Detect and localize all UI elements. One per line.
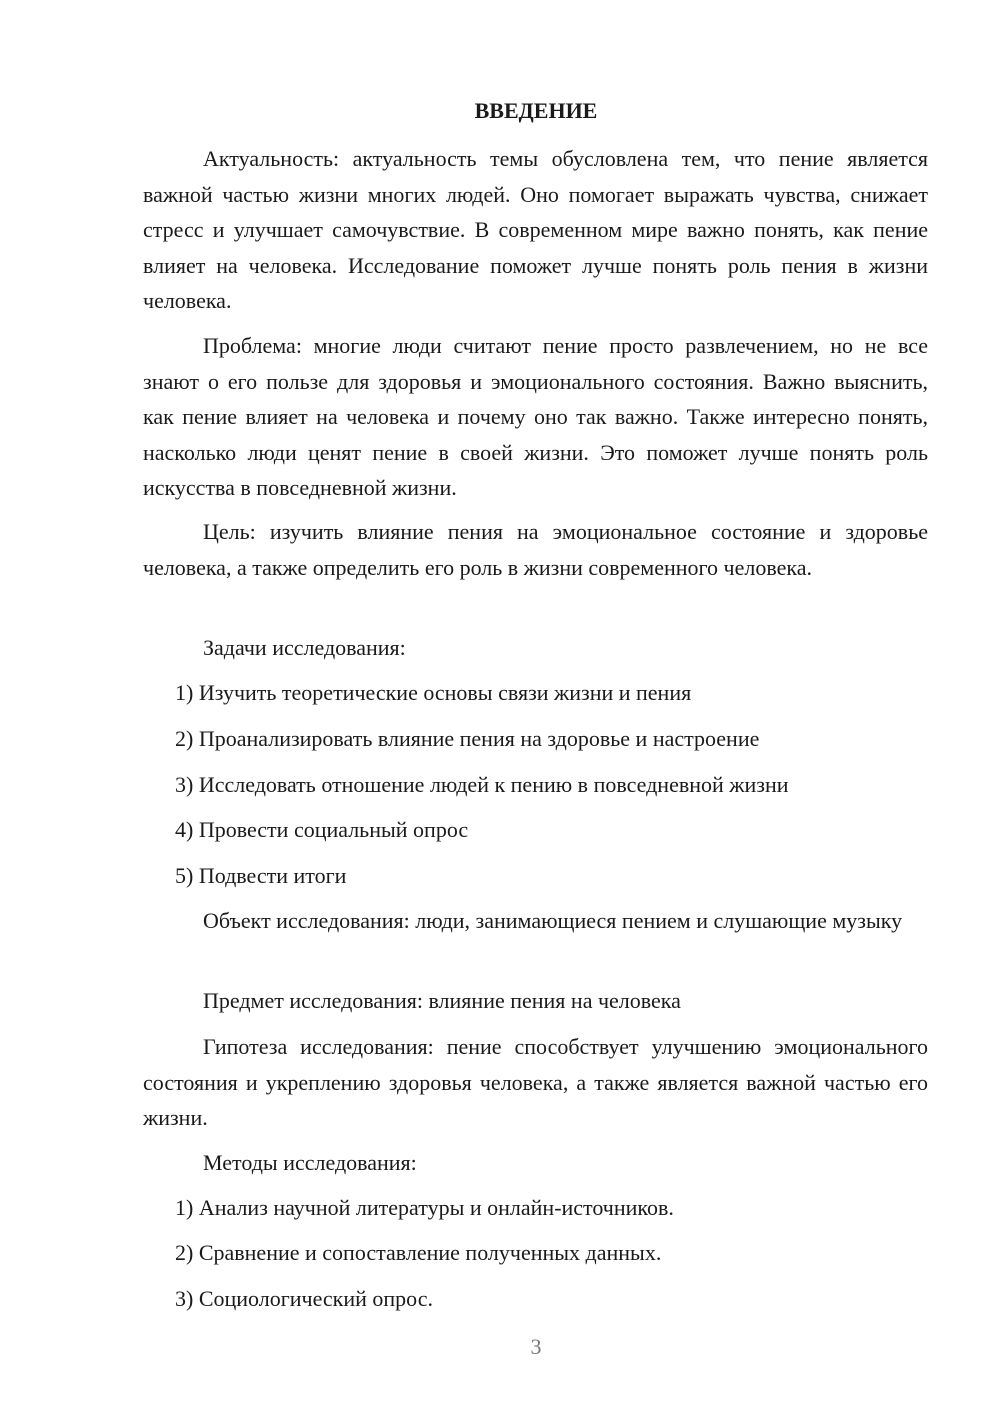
task-item: 2) Проанализировать влияние пения на здоровье и настроение	[175, 726, 760, 751]
task-item: 4) Провести социальный опрос	[175, 817, 469, 842]
paragraph-problem: Проблема: многие люди считают пение просто развлечением, но не все знают о его пользе для здоровья и эмоционального состояния. Важно выяснить, как пение влияет на человека и почему оно так важно. Также интересно понять, насколько люди ценят пение в своей жизни. Это поможет лучше понять роль искусства в повседневной жизни.	[143, 333, 928, 500]
paragraph-hypothesis: Гипотеза исследования: пение способствует улучшению эмоционального состояния и укреплению здоровья человека, а также является важной частью его жизни.	[143, 1034, 928, 1130]
paragraph-goal: Цель: изучить влияние пения на эмоциональное состояние и здоровье человека, а также определить его роль в жизни современного человека.	[143, 519, 928, 580]
tasks-heading: Задачи исследования:	[203, 635, 406, 660]
method-item: 3) Социологический опрос.	[175, 1286, 433, 1311]
paragraph-relevance: Актуальность: актуальность темы обусловлена тем, что пение является важной частью жизни многих людей. Оно помогает выражать чувства, снижает стресс и улучшает самочувствие. В современном мире важно понять, как пение влияет на человека. Исследование поможет лучше понять роль пения в жизни человека.	[143, 146, 928, 313]
task-item: 3) Исследовать отношение людей к пению в повседневной жизни	[175, 772, 789, 797]
page-title: ВВЕДЕНИЕ	[474, 98, 598, 123]
method-item: 1) Анализ научной литературы и онлайн-источников.	[175, 1195, 674, 1220]
paragraph-object: Объект исследования: люди, занимающиеся пением и слушающие музыку	[203, 908, 903, 933]
methods-heading: Методы исследования:	[203, 1150, 417, 1175]
method-item: 2) Сравнение и сопоставление полученных данных.	[175, 1240, 662, 1265]
page-number: 3	[530, 1334, 542, 1359]
paragraph-subject: Предмет исследования: влияние пения на человека	[203, 988, 681, 1013]
task-item: 5) Подвести итоги	[175, 863, 347, 888]
task-item: 1) Изучить теоретические основы связи жизни и пения	[175, 680, 692, 705]
